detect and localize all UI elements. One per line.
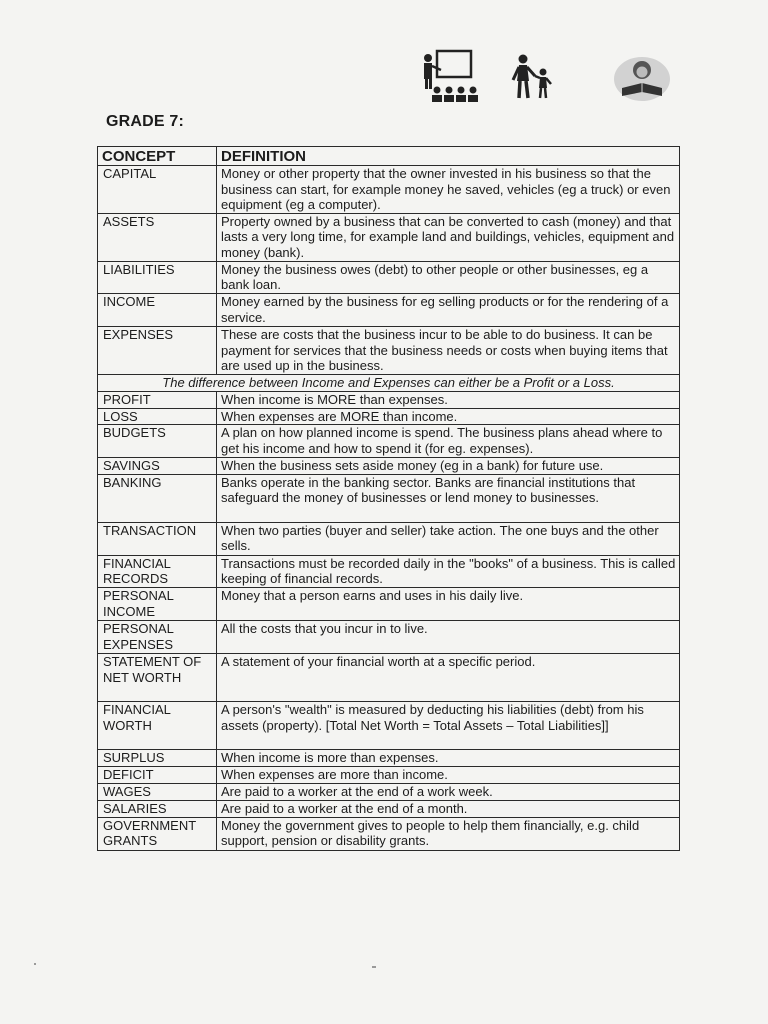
concept-cell: SAVINGS	[98, 458, 217, 475]
table-row	[98, 391, 680, 408]
definition-cell: Property owned by a business that can be converted to cash (money) and that lasts a very long time, for example land and buildings, vehicles, equipment and money (bank).	[217, 213, 680, 261]
definition-cell: When expenses are more than income.	[217, 766, 680, 783]
table-row	[98, 166, 680, 214]
definition-cell: All the costs that you incur in to live.	[217, 620, 680, 653]
child-reading-icon	[610, 52, 674, 104]
scan-speck	[34, 963, 36, 965]
definition-cell: Money the government gives to people to help them financially, e.g. child support, pension or disability grants.	[217, 817, 680, 850]
table-row	[98, 425, 680, 458]
header-icons	[0, 48, 768, 108]
concept-cell: INCOME	[98, 293, 217, 326]
teacher-classroom-icon	[417, 48, 479, 106]
scan-speck	[372, 966, 376, 968]
concept-cell: SALARIES	[98, 800, 217, 817]
definition-cell: Banks operate in the banking sector. Banks are financial institutions that safeguard the money of businesses or lend money to businesses.	[217, 474, 680, 522]
definition-cell: Transactions must be recorded daily in the "books" of a business. This is called keeping of financial records.	[217, 555, 680, 587]
concept-definition-table	[97, 146, 680, 851]
concept-cell: TRANSACTION	[98, 522, 217, 555]
table-row	[98, 474, 680, 522]
definition-cell: When expenses are MORE than income.	[217, 408, 680, 425]
parent-child-icon	[506, 54, 558, 100]
concept-cell: ASSETS	[98, 213, 217, 261]
table-row	[98, 326, 680, 374]
definition-cell: When income is more than expenses.	[217, 749, 680, 766]
table-header-row	[98, 147, 680, 166]
definition-cell: A person's "wealth" is measured by deducting his liabilities (debt) from his assets (property). [Total Net Worth = Total Assets – Total Liabilities]]	[217, 701, 680, 749]
concept-cell: PERSONAL INCOME	[98, 587, 217, 620]
concept-cell: LOSS	[98, 408, 217, 425]
concept-cell: STATEMENT OF NET WORTH	[98, 653, 217, 701]
profit-loss-note: The difference between Income and Expenses can either be a Profit or a Loss.	[98, 374, 680, 391]
table-note-row	[98, 374, 680, 391]
table-row	[98, 783, 680, 800]
concept-cell: CAPITAL	[98, 166, 217, 214]
concept-column-header: CONCEPT	[98, 147, 217, 166]
table-row	[98, 749, 680, 766]
table-row	[98, 800, 680, 817]
table-row	[98, 587, 680, 620]
table-row	[98, 261, 680, 293]
definition-cell: These are costs that the business incur to be able to do business. It can be payment for services that the business needs or costs when buying items that are used up in the business.	[217, 326, 680, 374]
page-title: GRADE 7:	[106, 113, 185, 130]
concept-cell: EXPENSES	[98, 326, 217, 374]
definition-cell: A statement of your financial worth at a specific period.	[217, 653, 680, 701]
definition-cell: Are paid to a worker at the end of a month.	[217, 800, 680, 817]
table-row	[98, 522, 680, 555]
definition-cell: Money earned by the business for eg selling products or for the rendering of a service.	[217, 293, 680, 326]
concept-cell: SURPLUS	[98, 749, 217, 766]
concept-cell: PERSONAL EXPENSES	[98, 620, 217, 653]
definition-cell: Money or other property that the owner invested in his business so that the business can start, for example money he saved, vehicles (eg a truck) or even equipment (eg a computer).	[217, 166, 680, 214]
concept-cell: FINANCIAL WORTH	[98, 701, 217, 749]
definition-cell: A plan on how planned income is spend. The business plans ahead where to get his income and how to spend it (for eg. expenses).	[217, 425, 680, 458]
table-row	[98, 620, 680, 653]
concept-cell: FINANCIAL RECORDS	[98, 555, 217, 587]
table-row	[98, 653, 680, 701]
concept-cell: BANKING	[98, 474, 217, 522]
definition-cell: When the business sets aside money (eg in a bank) for future use.	[217, 458, 680, 475]
table-row	[98, 555, 680, 587]
definition-column-header: DEFINITION	[217, 147, 680, 166]
concept-cell: PROFIT	[98, 391, 217, 408]
definition-cell: Money the business owes (debt) to other people or other businesses, eg a bank loan.	[217, 261, 680, 293]
concept-cell: DEFICIT	[98, 766, 217, 783]
concept-cell: LIABILITIES	[98, 261, 217, 293]
concept-cell: BUDGETS	[98, 425, 217, 458]
table-row	[98, 293, 680, 326]
table-row	[98, 408, 680, 425]
definition-cell: When income is MORE than expenses.	[217, 391, 680, 408]
table-row	[98, 213, 680, 261]
definition-cell: Are paid to a worker at the end of a work week.	[217, 783, 680, 800]
table-row	[98, 701, 680, 749]
table-row	[98, 766, 680, 783]
concept-cell: GOVERNMENT GRANTS	[98, 817, 217, 850]
definition-cell: When two parties (buyer and seller) take action. The one buys and the other sells.	[217, 522, 680, 555]
table-row	[98, 458, 680, 475]
concept-cell: WAGES	[98, 783, 217, 800]
definition-cell: Money that a person earns and uses in his daily live.	[217, 587, 680, 620]
table-row	[98, 817, 680, 850]
